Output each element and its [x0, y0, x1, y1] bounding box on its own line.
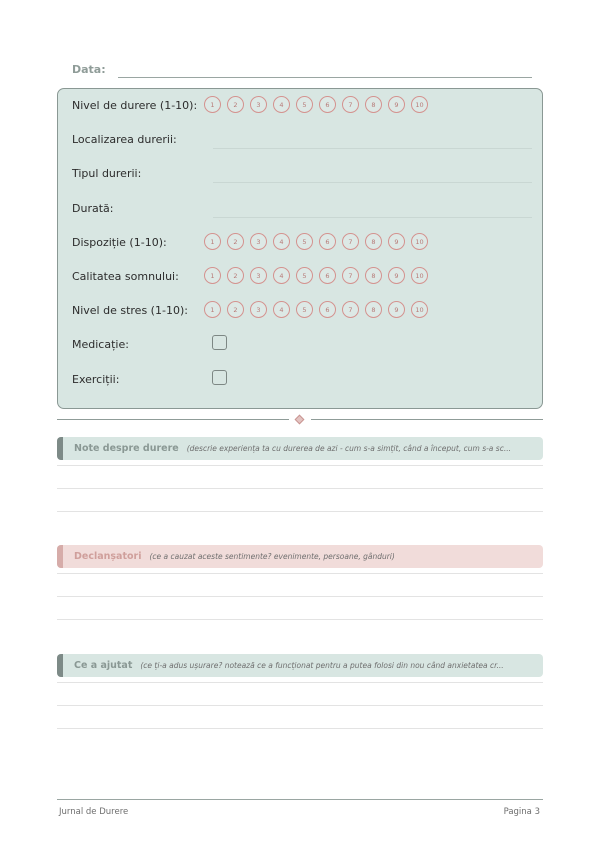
pain-level-row	[72, 96, 532, 116]
pain-scale-option-2[interactable]: 2	[227, 96, 244, 113]
pain-scale-option-8[interactable]: 8	[365, 96, 382, 113]
duration-field[interactable]	[213, 217, 532, 218]
sleep-scale	[204, 267, 434, 284]
sleep-scale-option-1[interactable]: 1	[204, 267, 221, 284]
pain-type-label: Tipul durerii:	[72, 167, 142, 180]
divider-line-left	[57, 419, 289, 420]
stress-scale-option-1[interactable]: 1	[204, 301, 221, 318]
sleep-scale-option-9[interactable]: 9	[388, 267, 405, 284]
duration-label: Durată:	[72, 202, 114, 215]
stress-scale-option-4[interactable]: 4	[273, 301, 290, 318]
mood-scale-option-4[interactable]: 4	[273, 233, 290, 250]
pain-level-label: Nivel de durere (1-10):	[72, 99, 198, 112]
triggers-writing-line[interactable]	[57, 596, 543, 597]
mood-scale-option-9[interactable]: 9	[388, 233, 405, 250]
medication-label: Medicație:	[72, 338, 129, 351]
mood-scale	[204, 233, 434, 250]
pain-scale-option-6[interactable]: 6	[319, 96, 336, 113]
stress-scale-option-9[interactable]: 9	[388, 301, 405, 318]
mood-scale-option-5[interactable]: 5	[296, 233, 313, 250]
triggers-accent-bar	[57, 545, 63, 568]
pain-notes-writing-line[interactable]	[57, 511, 543, 512]
mood-scale-option-10[interactable]: 10	[411, 233, 428, 250]
mood-scale-option-3[interactable]: 3	[250, 233, 267, 250]
pain-notes-description: (descrie experiența ta cu durerea de azi - cum s-a simțit, când a început, cum s-a sc...	[186, 444, 511, 453]
stress-scale-option-8[interactable]: 8	[365, 301, 382, 318]
exercise-checkbox[interactable]	[212, 370, 227, 385]
date-input-line[interactable]	[118, 77, 532, 78]
mood-scale-option-7[interactable]: 7	[342, 233, 359, 250]
sleep-scale-option-7[interactable]: 7	[342, 267, 359, 284]
pain-scale-option-3[interactable]: 3	[250, 96, 267, 113]
what-helped-header	[57, 654, 543, 677]
divider-line-right	[311, 419, 543, 420]
stress-scale	[204, 301, 434, 318]
mood-label: Dispoziție (1-10):	[72, 236, 167, 249]
mood-scale-option-6[interactable]: 6	[319, 233, 336, 250]
diamond-ornament-icon	[295, 415, 305, 425]
pain-scale-option-7[interactable]: 7	[342, 96, 359, 113]
what-helped-writing-line[interactable]	[57, 728, 543, 729]
pain-type-field[interactable]	[213, 182, 532, 183]
exercise-label: Exerciții:	[72, 373, 120, 386]
pain-notes-writing-line[interactable]	[57, 465, 543, 466]
pain-location-row	[72, 130, 532, 150]
pain-scale-option-9[interactable]: 9	[388, 96, 405, 113]
pain-location-label: Localizarea durerii:	[72, 133, 177, 146]
tracking-panel	[57, 88, 543, 409]
pain-notes-writing-line[interactable]	[57, 488, 543, 489]
sleep-scale-option-6[interactable]: 6	[319, 267, 336, 284]
mood-scale-option-2[interactable]: 2	[227, 233, 244, 250]
what-helped-writing-line[interactable]	[57, 705, 543, 706]
sleep-label: Calitatea somnului:	[72, 270, 179, 283]
triggers-description: (ce a cauzat aceste sentimente? evenimente, persoane, gânduri)	[149, 552, 395, 561]
what-helped-description: (ce ți-a adus ușurare? notează ce a funcționat pentru a putea folosi din nou când anxietatea cr...	[140, 661, 504, 670]
pain-scale-option-5[interactable]: 5	[296, 96, 313, 113]
stress-scale-option-5[interactable]: 5	[296, 301, 313, 318]
duration-row	[72, 199, 532, 219]
sleep-scale-option-2[interactable]: 2	[227, 267, 244, 284]
date-label: Data:	[72, 63, 106, 76]
pain-level-scale	[204, 96, 434, 113]
pain-scale-option-10[interactable]: 10	[411, 96, 428, 113]
pain-scale-option-1[interactable]: 1	[204, 96, 221, 113]
sleep-scale-option-3[interactable]: 3	[250, 267, 267, 284]
footer-divider	[57, 799, 543, 800]
footer-journal-title: Jurnal de Durere	[59, 807, 129, 817]
stress-scale-option-2[interactable]: 2	[227, 301, 244, 318]
pain-location-field[interactable]	[213, 148, 532, 149]
triggers-header	[57, 545, 543, 568]
triggers-writing-line[interactable]	[57, 573, 543, 574]
exercise-row	[72, 370, 532, 390]
mood-row	[72, 233, 532, 253]
pain-type-row	[72, 164, 532, 184]
what-helped-writing-line[interactable]	[57, 682, 543, 683]
pain-notes-title: Note despre durere	[74, 443, 179, 454]
medication-row	[72, 335, 532, 355]
stress-row	[72, 301, 532, 321]
what-helped-title: Ce a ajutat	[74, 660, 133, 671]
stress-scale-option-7[interactable]: 7	[342, 301, 359, 318]
sleep-scale-option-8[interactable]: 8	[365, 267, 382, 284]
pain-scale-option-4[interactable]: 4	[273, 96, 290, 113]
pain-notes-accent-bar	[57, 437, 63, 460]
sleep-scale-option-10[interactable]: 10	[411, 267, 428, 284]
stress-scale-option-10[interactable]: 10	[411, 301, 428, 318]
triggers-title: Declanșatori	[74, 551, 142, 562]
medication-checkbox[interactable]	[212, 335, 227, 350]
sleep-scale-option-5[interactable]: 5	[296, 267, 313, 284]
section-divider	[57, 419, 543, 420]
sleep-scale-option-4[interactable]: 4	[273, 267, 290, 284]
mood-scale-option-1[interactable]: 1	[204, 233, 221, 250]
stress-label: Nivel de stres (1-10):	[72, 304, 188, 317]
what-helped-accent-bar	[57, 654, 63, 677]
date-row	[72, 62, 532, 82]
triggers-writing-line[interactable]	[57, 619, 543, 620]
footer-page-number: Pagina 3	[503, 807, 540, 817]
sleep-row	[72, 267, 532, 287]
pain-notes-header	[57, 437, 543, 460]
mood-scale-option-8[interactable]: 8	[365, 233, 382, 250]
stress-scale-option-6[interactable]: 6	[319, 301, 336, 318]
stress-scale-option-3[interactable]: 3	[250, 301, 267, 318]
